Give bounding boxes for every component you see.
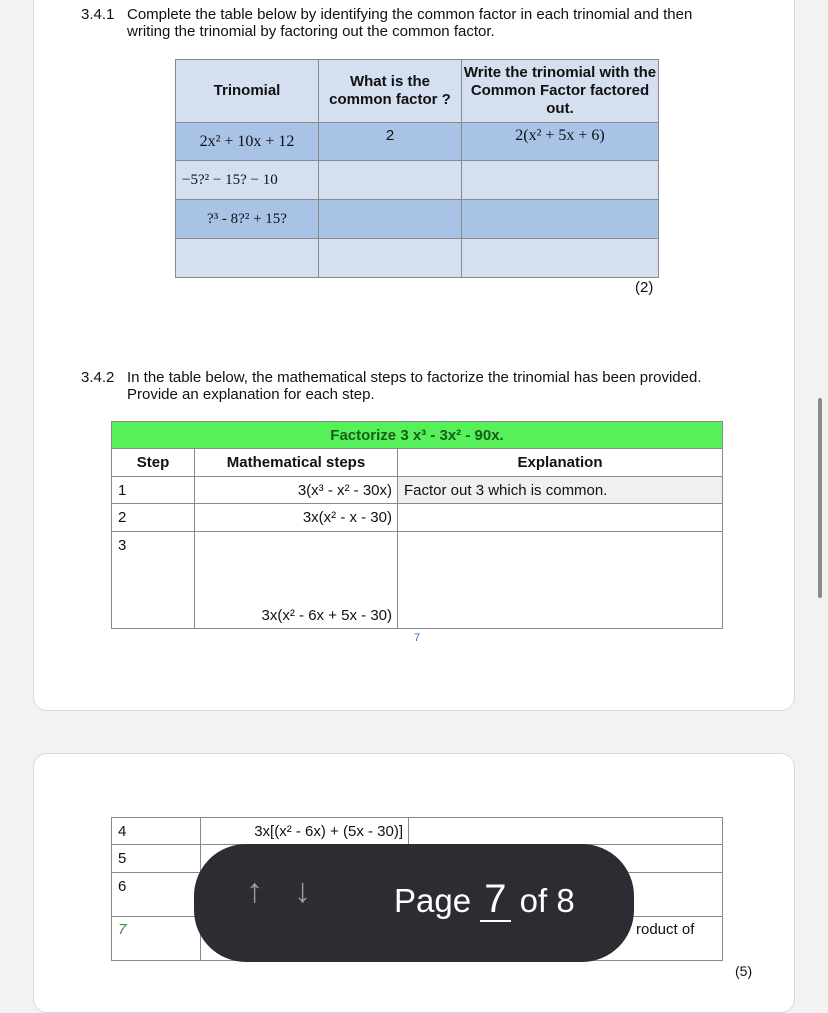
trinomial-table — [175, 59, 659, 278]
step-number: 2 — [112, 504, 195, 532]
math-step: 3(x³ - x² - 30x) — [195, 477, 398, 504]
table-title — [112, 422, 723, 449]
document-page-7 — [33, 0, 795, 711]
table-cell[interactable] — [462, 161, 659, 200]
question-number: 3.4.2 — [81, 369, 115, 386]
marks: (5) — [735, 963, 753, 979]
table-header: Trinomial — [176, 60, 319, 123]
table-cell[interactable] — [176, 239, 319, 278]
question-number: 3.4.1 — [81, 6, 115, 23]
question-text-line: In the table below, the mathematical steps to factorize the trinomial has been provided. — [127, 369, 702, 386]
step-number: 7 — [112, 917, 201, 961]
factorize-steps-table — [111, 421, 723, 629]
question-text — [127, 6, 692, 40]
explanation-cell[interactable] — [398, 504, 723, 532]
table-cell: ?³ - 8?² + 15? — [176, 200, 319, 239]
question-text-line: writing the trinomial by factoring out the common factor. — [127, 23, 495, 40]
current-page-number[interactable]: 7 — [480, 878, 510, 922]
question-text — [127, 369, 702, 403]
marks: (2) — [635, 279, 654, 296]
arrow-down-icon[interactable]: ↓ — [294, 872, 311, 910]
table-cell[interactable] — [462, 200, 659, 239]
table-cell[interactable] — [319, 200, 462, 239]
table-cell: 2 — [319, 123, 462, 161]
table-header: Explanation — [398, 449, 723, 477]
page-indicator — [394, 878, 575, 922]
step-number: 1 — [112, 477, 195, 504]
explanation-cell[interactable] — [398, 532, 723, 629]
step-number: 3 — [112, 532, 195, 629]
page-navigator — [194, 844, 634, 962]
table-cell: 2x² + 10x + 12 — [176, 123, 319, 161]
table-header: What is the common factor ? — [319, 60, 462, 123]
step-number: 5 — [112, 845, 201, 873]
table-cell: −5?² − 15? − 10 — [176, 161, 319, 200]
table-cell[interactable] — [319, 239, 462, 278]
page-marker: 7 — [414, 632, 421, 644]
question-text-line: Provide an explanation for each step. — [127, 386, 375, 403]
math-step: 3x(x² - x - 30) — [195, 504, 398, 532]
table-header: Step — [112, 449, 195, 477]
math-step: 3x[(x² - 6x) + (5x - 30)] — [201, 818, 409, 845]
table-cell[interactable] — [319, 161, 462, 200]
table-cell[interactable] — [462, 239, 659, 278]
page-label: Page — [394, 882, 472, 919]
question-text-line: Complete the table below by identifying the common factor in each trinomial and then — [127, 6, 693, 23]
page-total: of 8 — [519, 882, 575, 919]
scrollbar[interactable] — [818, 398, 822, 598]
explanation-cell[interactable]: roduct of — [409, 917, 723, 961]
math-step: 3x(x² - 6x + 5x - 30) — [195, 532, 398, 629]
table-header: Write the trinomial with the Common Factor factored out. — [462, 60, 659, 123]
table-header: Mathematical steps — [195, 449, 398, 477]
explanation-cell[interactable]: Factor out 3 which is common. — [398, 477, 723, 504]
step-number: 6 — [112, 873, 201, 917]
step-number: 4 — [112, 818, 201, 845]
table-title-text: Factorize 3 x³ - 3x² - 90x. — [330, 426, 504, 444]
table-cell: 2(x² + 5x + 6) — [462, 123, 659, 161]
arrow-up-icon[interactable]: ↑ — [246, 872, 263, 910]
explanation-cell[interactable] — [409, 818, 723, 845]
